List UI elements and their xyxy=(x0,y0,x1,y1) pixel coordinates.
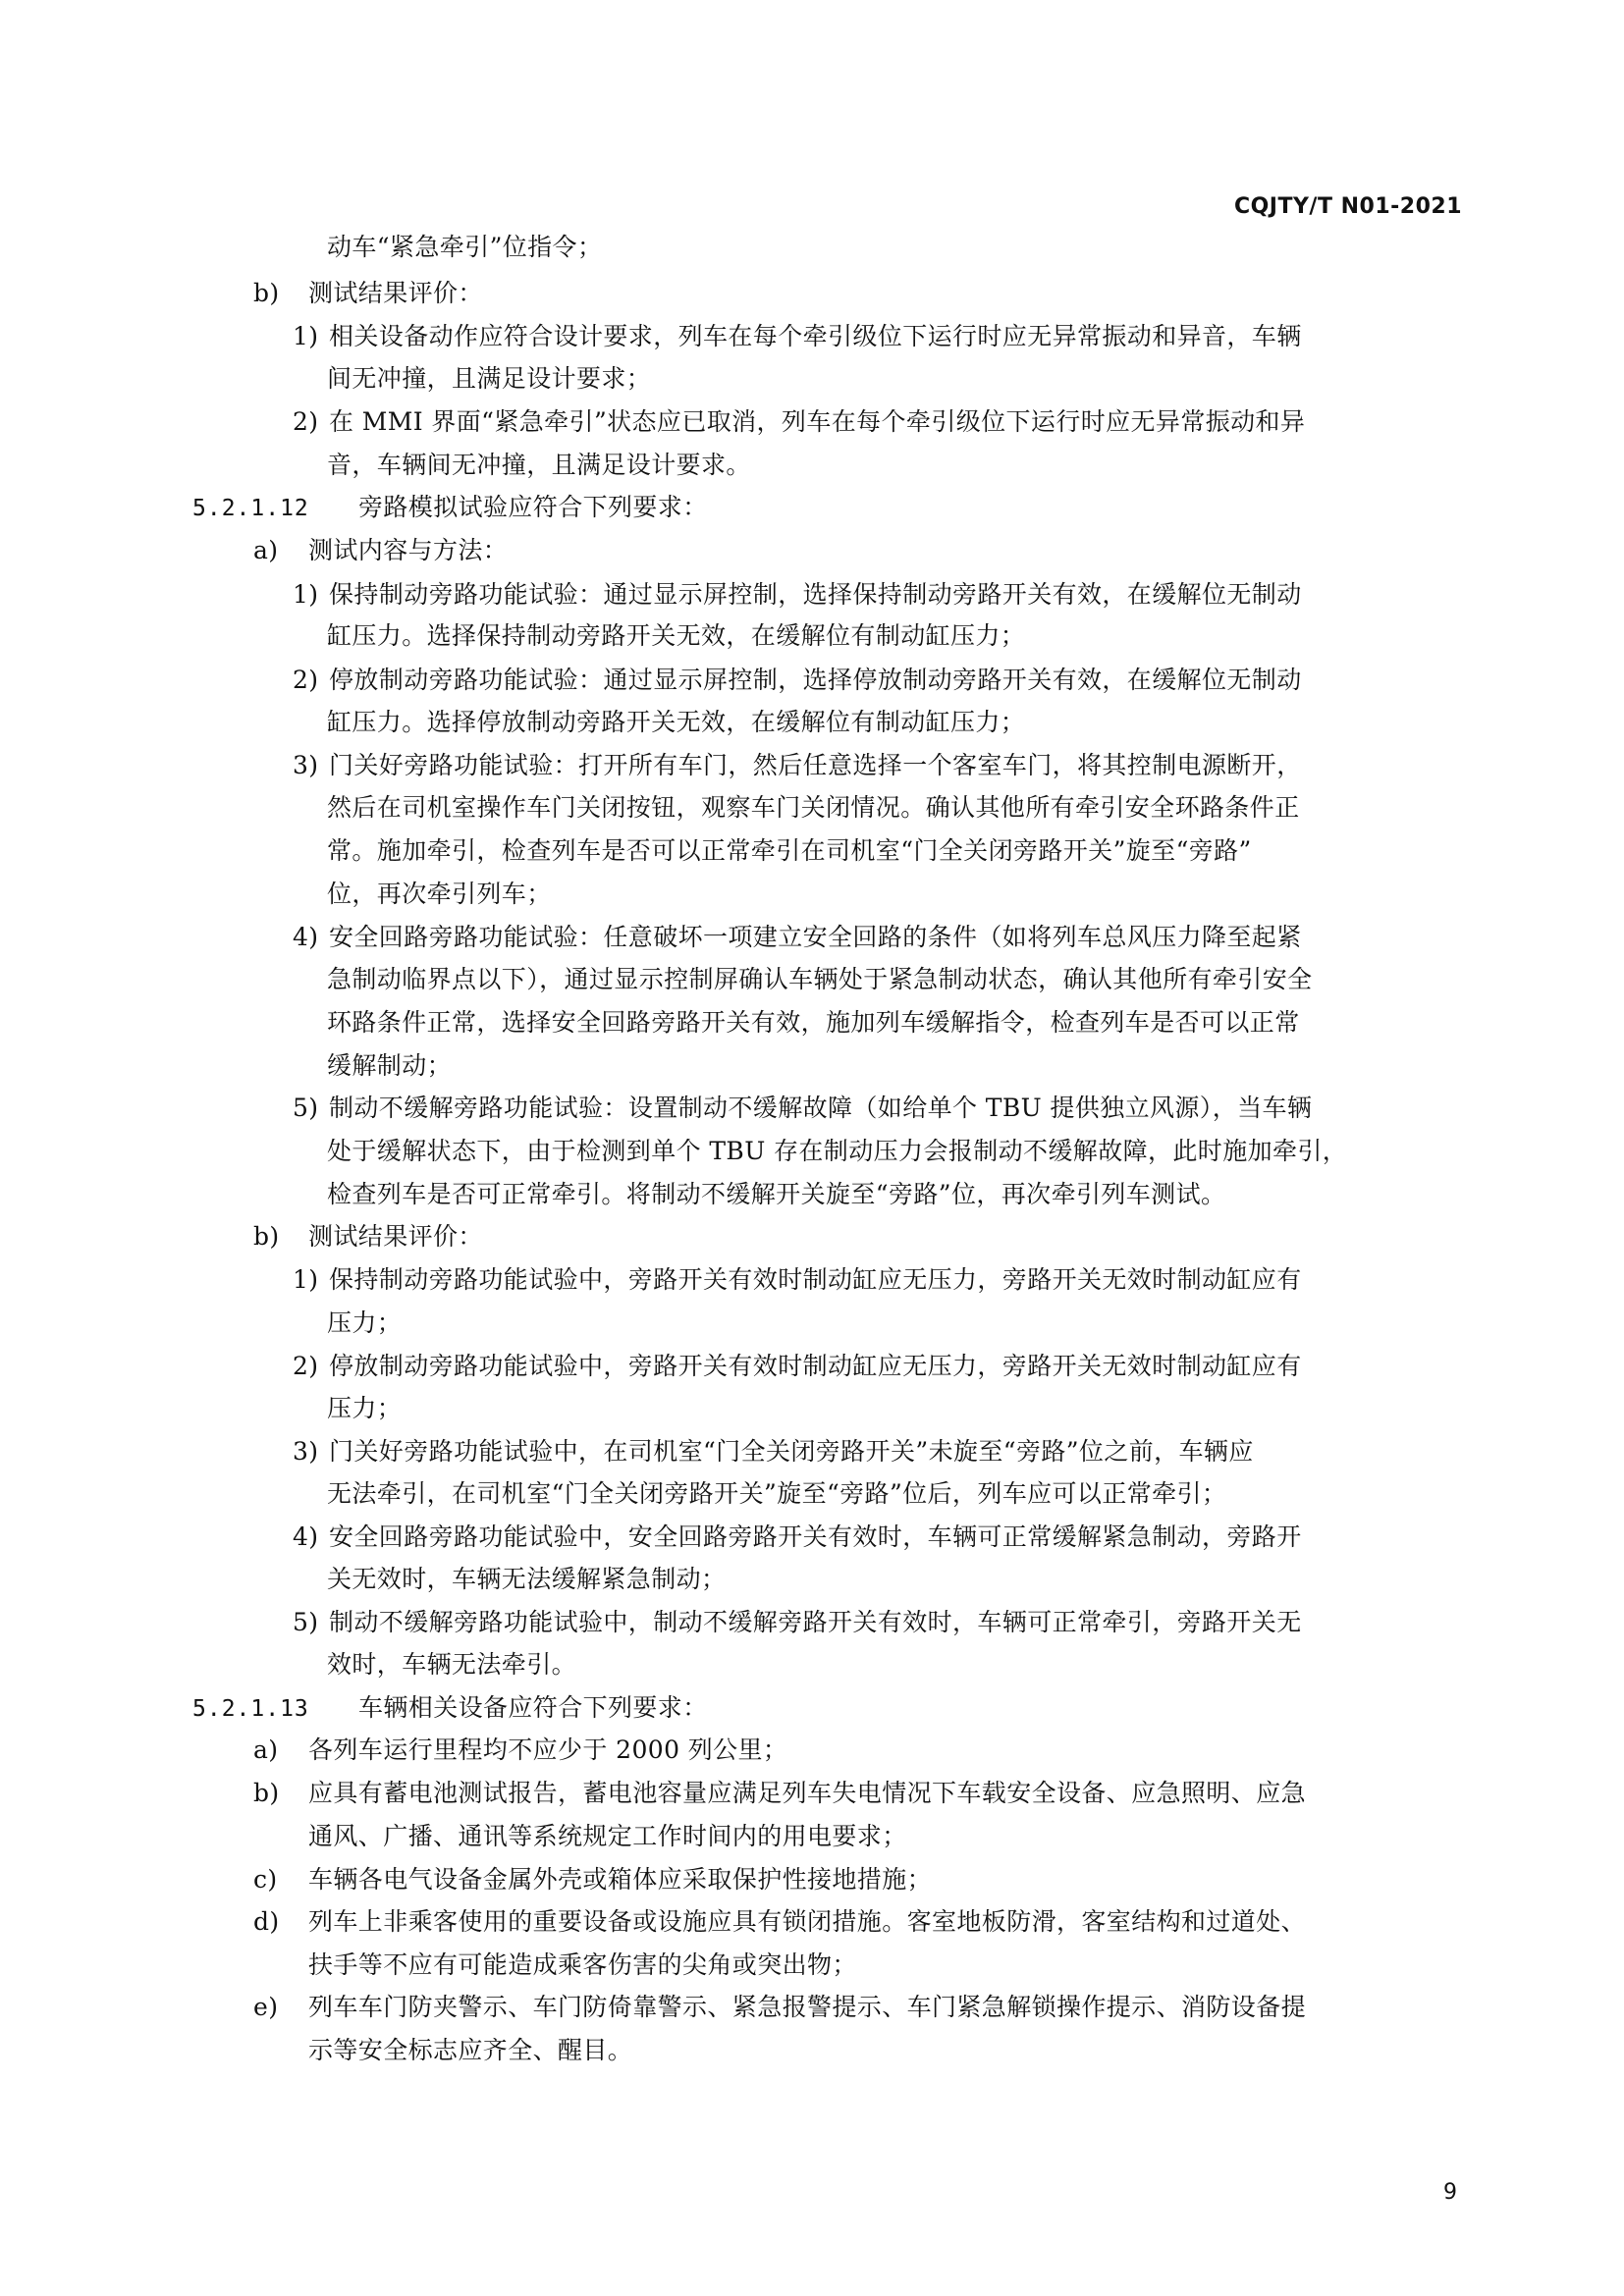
text-line: 处于缓解状态下，由于检测到单个 TBU 存在制动压力会报制动不缓解故障，此时施加牵引， xyxy=(327,1137,1348,1165)
page-number: 9 xyxy=(1443,2180,1457,2205)
list-item xyxy=(293,1522,1302,1552)
text-line: 位，再次牵引列车； xyxy=(327,880,552,908)
text-line: 关无效时，车辆无法缓解紧急制动； xyxy=(327,1565,727,1593)
list-item xyxy=(293,923,1302,952)
item-label: 5) xyxy=(293,1608,319,1636)
item-text: 门关好旁路功能试验：打开所有车门，然后任意选择一个客室车门，将其控制电源断开， xyxy=(329,751,1302,779)
item-label: 3) xyxy=(293,1437,319,1466)
item-text: 测试结果评价： xyxy=(308,279,483,307)
item-label: 1) xyxy=(293,1265,319,1294)
list-item xyxy=(293,407,1305,437)
list-item xyxy=(253,1779,1306,1808)
text-line: 压力； xyxy=(327,1308,403,1337)
item-text: 保持制动旁路功能试验中，旁路开关有效时制动缸应无压力，旁路开关无效时制动缸应有 xyxy=(329,1265,1302,1294)
item-label: 4) xyxy=(293,1522,319,1551)
item-label: d) xyxy=(253,1907,280,1936)
section-title: 车辆相关设备应符合下列要求： xyxy=(358,1693,708,1722)
list-item xyxy=(253,1735,787,1765)
text-line: 急制动临界点以下），通过显示控制屏确认车辆处于紧急制动状态，确认其他所有牵引安全 xyxy=(327,965,1313,993)
section-heading xyxy=(192,1693,708,1724)
text-line: 缸压力。选择停放制动旁路开关无效，在缓解位有制动缸压力； xyxy=(327,708,1026,736)
text-line: 缸压力。选择保持制动旁路开关无效，在缓解位有制动缸压力； xyxy=(327,621,1026,650)
item-text: 门关好旁路功能试验中，在司机室“门全关闭旁路开关”未旋至“旁路”位之前，车辆应 xyxy=(329,1437,1254,1466)
text-line: 压力； xyxy=(327,1394,403,1422)
list-item xyxy=(293,1352,1302,1381)
item-text: 相关设备动作应符合设计要求，列车在每个牵引级位下运行时应无异常振动和异音，车辆 xyxy=(329,322,1302,350)
item-text: 测试结果评价： xyxy=(308,1222,483,1251)
list-item xyxy=(293,666,1302,695)
item-label: 4) xyxy=(293,923,319,951)
document-code: CQJTY/T N01-2021 xyxy=(1233,194,1462,219)
item-label: 2) xyxy=(293,1352,319,1380)
item-text: 停放制动旁路功能试验中，旁路开关有效时制动缸应无压力，旁路开关无效时制动缸应有 xyxy=(329,1352,1302,1380)
text-line: 扶手等不应有可能造成乘客伤害的尖角或突出物； xyxy=(308,1950,857,1979)
item-label: c) xyxy=(253,1865,278,1894)
item-label: e) xyxy=(253,1993,279,2021)
list-item xyxy=(253,1865,932,1895)
item-text: 制动不缓解旁路功能试验：设置制动不缓解故障（如给单个 TBU 提供独立风源），当车辆 xyxy=(329,1094,1313,1122)
item-label: 5) xyxy=(293,1094,319,1122)
item-text: 在 MMI 界面“紧急牵引”状态应已取消，列车在每个牵引级位下运行时应无异常振动和异 xyxy=(329,407,1306,436)
list-item xyxy=(253,1907,1306,1937)
item-label: a) xyxy=(253,1735,279,1764)
item-label: b) xyxy=(253,1222,280,1251)
item-text: 各列车运行里程均不应少于 2000 列公里； xyxy=(308,1735,788,1764)
text-line: 音，车辆间无冲撞，且满足设计要求。 xyxy=(327,451,751,479)
item-label: 2) xyxy=(293,407,319,436)
item-text: 制动不缓解旁路功能试验中，制动不缓解旁路开关有效时，车辆可正常牵引，旁路开关无 xyxy=(329,1608,1302,1636)
list-item xyxy=(293,1608,1302,1637)
item-text: 车辆各电气设备金属外壳或箱体应采取保护性接地措施； xyxy=(308,1865,933,1894)
section-number: 5.2.1.13 xyxy=(192,1696,309,1722)
list-item xyxy=(293,580,1302,610)
item-text: 列车车门防夹警示、车门防倚靠警示、紧急报警提示、车门紧急解锁操作提示、消防设备提 xyxy=(308,1993,1307,2021)
text-line: 无法牵引，在司机室“门全关闭旁路开关”旋至“旁路”位后，列车应可以正常牵引； xyxy=(327,1479,1227,1508)
text-line: 通风、广播、通讯等系统规定工作时间内的用电要求； xyxy=(308,1822,907,1850)
text-line: 动车“紧急牵引”位指令； xyxy=(327,233,603,261)
item-label: 1) xyxy=(293,580,319,609)
section-number: 5.2.1.12 xyxy=(192,496,309,521)
item-label: 3) xyxy=(293,751,319,779)
item-label: a) xyxy=(253,536,279,564)
item-text: 安全回路旁路功能试验中，安全回路旁路开关有效时，车辆可正常缓解紧急制动，旁路开 xyxy=(329,1522,1302,1551)
list-item xyxy=(293,322,1302,351)
item-label: 1) xyxy=(293,322,319,350)
text-line: 示等安全标志应齐全、醒目。 xyxy=(308,2036,633,2064)
list-item xyxy=(253,1993,1306,2022)
section-heading xyxy=(192,493,708,523)
item-text: 测试内容与方法： xyxy=(308,536,509,564)
item-text: 列车上非乘客使用的重要设备或设施应具有锁闭措施。客室地板防滑，客室结构和过道处、 xyxy=(308,1907,1307,1936)
text-line: 常。施加牵引，检查列车是否可以正常牵引在司机室“门全关闭旁路开关”旋至“旁路” xyxy=(327,836,1252,865)
item-text: 应具有蓄电池测试报告，蓄电池容量应满足列车失电情况下车载安全设备、应急照明、应急 xyxy=(308,1779,1307,1807)
list-item xyxy=(253,536,508,565)
section-title: 旁路模拟试验应符合下列要求： xyxy=(358,493,708,521)
text-line: 间无冲撞，且满足设计要求； xyxy=(327,364,652,393)
item-text: 安全回路旁路功能试验：任意破坏一项建立安全回路的条件（如将列车总风压力降至起紧 xyxy=(329,923,1302,951)
item-label: 2) xyxy=(293,666,319,694)
text-line: 效时，车辆无法牵引。 xyxy=(327,1650,577,1679)
item-label: b) xyxy=(253,1779,280,1807)
list-item xyxy=(253,279,483,308)
item-text: 停放制动旁路功能试验：通过显示屏控制，选择停放制动旁路开关有效，在缓解位无制动 xyxy=(329,666,1302,694)
list-item xyxy=(293,1437,1254,1467)
text-line: 缓解制动； xyxy=(327,1051,453,1080)
text-line: 然后在司机室操作车门关闭按钮，观察车门关闭情况。确认其他所有牵引安全环路条件正 xyxy=(327,793,1300,822)
item-text: 保持制动旁路功能试验：通过显示屏控制，选择保持制动旁路开关有效，在缓解位无制动 xyxy=(329,580,1302,609)
text-line: 检查列车是否可正常牵引。将制动不缓解开关旋至“旁路”位，再次牵引列车测试。 xyxy=(327,1180,1226,1208)
list-item xyxy=(293,1265,1302,1295)
item-label: b) xyxy=(253,279,280,307)
list-item xyxy=(293,1094,1312,1123)
list-item xyxy=(253,1222,483,1252)
text-line: 环路条件正常，选择安全回路旁路开关有效，施加列车缓解指令，检查列车是否可以正常 xyxy=(327,1008,1300,1037)
list-item xyxy=(293,751,1302,780)
